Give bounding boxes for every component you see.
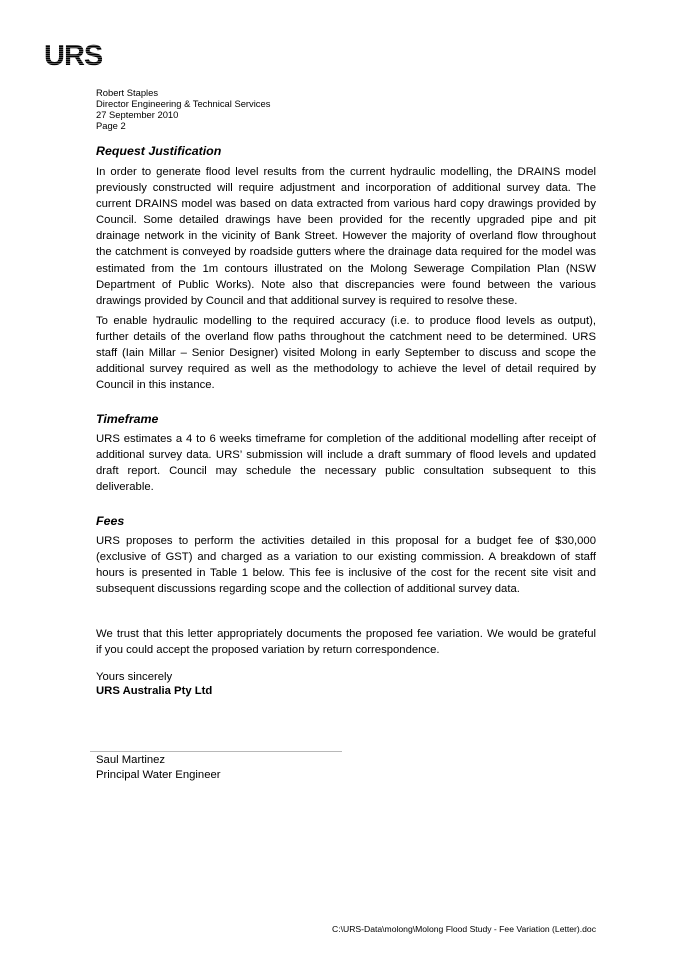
text-line: the catchment is conveyed by roadside gutters where the drainage data required for the model was [96, 246, 596, 259]
paragraph-fees [96, 533, 596, 597]
heading-timeframe: Timeframe [96, 412, 159, 426]
text-line: drainage network in the vicinity of Bank Street. However the majority of overland flow throughout [96, 230, 596, 243]
text-line: further details of the overland flow paths throughout the catchment need to be determined. URS [96, 331, 596, 344]
heading-request-justification: Request Justification [96, 144, 222, 158]
letter-date: 27 September 2010 [96, 109, 179, 120]
text-line: draft report. Council may schedule the necessary public consultation subsequent to this [96, 465, 596, 478]
salutation: Yours sincerely [96, 671, 173, 683]
signatory-title: Principal Water Engineer [96, 769, 221, 781]
urs-logo [44, 40, 116, 68]
text-line: current DRAINS model was based on data extracted from various hard copy drawings provided by [96, 198, 596, 211]
signature-line [90, 751, 342, 752]
text-line: (exclusive of GST) and charged as a variation to our existing commission. A breakdown of staff [96, 551, 596, 564]
logo-text: URS [44, 40, 103, 68]
text-line: URS proposes to perform the activities detailed in this proposal for a budget fee of $30,000 [96, 535, 596, 547]
addressee-block [96, 87, 270, 131]
paragraph-request-justification-1 [96, 164, 596, 309]
heading-fees: Fees [96, 514, 125, 528]
text-line: Department of Public Works). Note also that discrepancies were found between the various [96, 278, 596, 291]
paragraph-request-justification-2 [96, 313, 596, 393]
text-line: Council. Some detailed drawings have been provided for the recently upgraded pipe and pit [96, 214, 596, 227]
text-line: previously constructed will require adjustment and incorporation of additional survey data. The [96, 182, 596, 195]
text-line: We trust that this letter appropriately documents the proposed fee variation. We would be grateful [96, 628, 596, 640]
page-number: Page 2 [96, 120, 126, 131]
text-line: estimated from the 1m contours illustrated on the Molong Sewerage Compilation Plan (NSW [96, 262, 596, 275]
text-line: drawings provided by Council and that additional survey is required to resolve these. [96, 294, 518, 307]
text-line: subsequent discussions regarding scope and the collection of additional survey data. [96, 583, 520, 596]
recipient-title: Director Engineering & Technical Services [96, 98, 271, 109]
company-name: URS Australia Pty Ltd [96, 685, 213, 697]
signatory-block [96, 753, 221, 783]
text-line: additional survey data. URS’ submission will include a draft summary of flood levels and updated [96, 449, 596, 462]
text-line: hours is presented in Table 1 below. This fee is inclusive of the cost for the recent site visit and [96, 567, 596, 580]
text-line: if you could accept the proposed variation by return correspondence. [96, 644, 440, 657]
text-line: To enable hydraulic modelling to the required accuracy (i.e. to produce flood levels as output), [96, 315, 596, 327]
text-line: staff (Iain Millar – Senior Designer) visited Molong in early September to discuss and scope the [96, 347, 596, 360]
text-line: deliverable. [96, 481, 154, 494]
text-line: Council in this instance. [96, 379, 215, 392]
signatory-name: Saul Martinez [96, 754, 166, 766]
recipient-name: Robert Staples [96, 87, 159, 98]
paragraph-timeframe [96, 431, 596, 495]
paragraph-closing [96, 626, 596, 658]
text-line: URS estimates a 4 to 6 weeks timeframe for completion of the additional modelling after receipt of [96, 433, 596, 445]
text-line: additional survey required as well as the methodology to achieve the level of detail required by [96, 363, 596, 376]
text-line: In order to generate flood level results from the current hydraulic modelling, the DRAINS model [96, 166, 596, 178]
footer-file-path: C:\URS-Data\molong\Molong Flood Study - Fee Variation (Letter).doc [332, 924, 596, 934]
